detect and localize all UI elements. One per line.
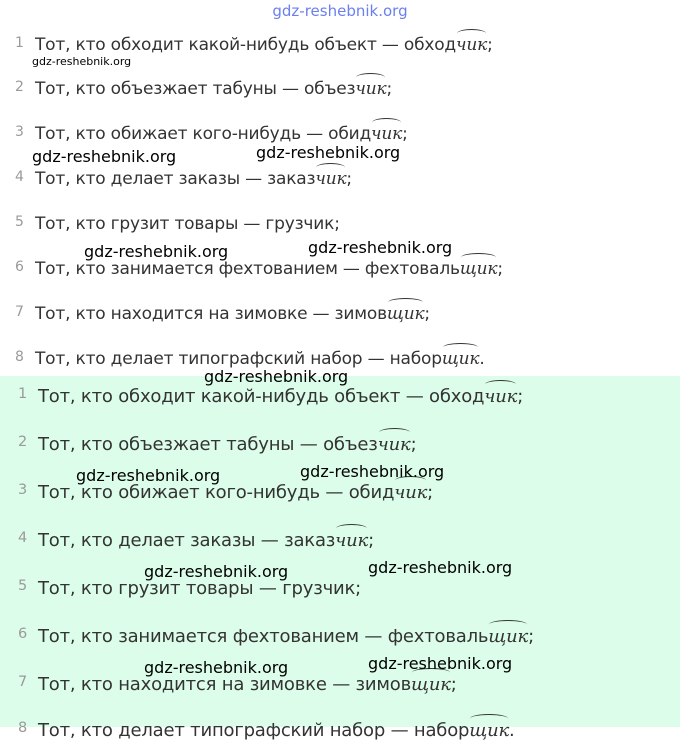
watermark: gdz-reshebnik.org [256,143,401,162]
suffix: щик [488,626,529,647]
item-text: Тот, кто делает типографский набор — наборщик. [35,349,485,369]
item-text: Тот, кто обходит какой-нибудь объект — обходчик; [38,386,524,407]
item-text: Тот, кто занимается фехтованием — фехтовальщик; [38,626,534,647]
suffix: чик [371,124,403,144]
item-text: Тот, кто делает типографский набор — наборщик. [38,720,515,741]
item-number: 2 [15,79,24,95]
site-header[interactable]: gdz-reshebnik.org [272,2,408,20]
item-text: Тот, кто обижает кого-нибудь — обидчик; [38,482,434,503]
item-number: 4 [15,169,24,185]
item-text: Тот, кто обходит какой-нибудь объект — обходчик; [35,35,493,55]
item-number: 2 [18,434,28,450]
suffix: щик [469,720,510,741]
watermark: gdz-reshebnik.org [300,462,445,481]
item-number: 7 [18,674,28,690]
suffix: чик [315,169,347,189]
item-text: Тот, кто грузит товары — грузчик; [38,578,362,599]
suffix: щик [459,259,498,279]
item-number: 1 [15,35,24,51]
item-text: Тот, кто делает заказы — заказчик; [38,530,374,551]
item-number: 1 [18,386,28,402]
suffix: чик [484,386,518,407]
suffix: чик [377,434,411,455]
item-number: 8 [15,349,24,365]
item-number: 7 [15,304,24,320]
item-number: 6 [15,259,24,275]
item-text: Тот, кто обижает кого-нибудь — обидчик; [35,124,408,144]
item-text: Тот, кто находится на зимовке — зимовщик; [38,674,457,695]
item-text: Тот, кто грузит товары — грузчик; [35,214,340,234]
suffix: щик [411,674,451,695]
item-number: 8 [18,720,28,736]
exercise-list-2 [0,376,680,741]
watermark: gdz-reshebnik.org [368,654,513,673]
item-number: 3 [18,482,28,498]
watermark: gdz-reshebnik.org [308,238,453,257]
watermark: gdz-reshebnik.org [76,466,221,485]
watermark: gdz-reshebnik.org [204,367,349,386]
item-number: 6 [18,626,28,642]
watermark: gdz-reshebnik.org [368,558,513,577]
item-number: 5 [18,578,28,594]
item-text: Тот, кто объезжает табуны — объезчик; [35,79,392,99]
watermark: gdz-reshebnik.org [32,147,177,166]
suffix: чик [355,79,387,99]
item-text: Тот, кто находится на зимовке — зимовщик; [35,304,430,324]
watermark: gdz-reshebnik.org [144,562,289,581]
item-number: 5 [15,214,24,230]
suffix: чик [455,35,488,55]
suffix: чик [335,530,369,551]
item-number: 4 [18,530,28,546]
watermark: gdz-reshebnik.org [32,55,132,68]
suffix: щик [386,304,425,324]
item-text: Тот, кто объезжает табуны — объезчик; [38,434,417,455]
item-number: 3 [15,124,24,140]
suffix: чик [394,482,428,503]
item-text: Тот, кто делает заказы — заказчик; [35,169,352,189]
suffix: щик [441,349,480,369]
watermark: gdz-reshebnik.org [84,242,229,261]
watermark: gdz-reshebnik.org [144,658,289,677]
item-text: Тот, кто занимается фехтованием — фехтовальщик; [35,259,503,279]
